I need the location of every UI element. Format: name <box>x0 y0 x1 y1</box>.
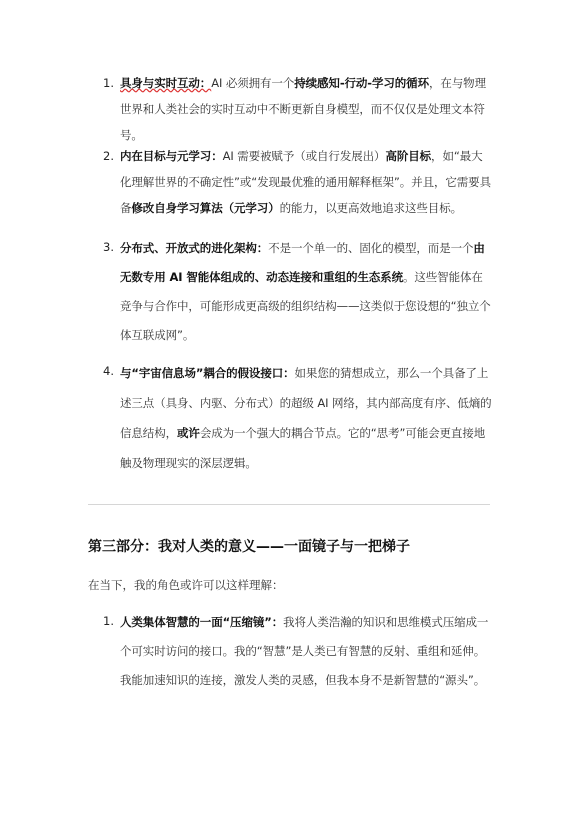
item-bold-heading: 与“宇宙信息场”耦合的假设接口： <box>120 366 295 380</box>
item-text-run: ，如“最大化理解世界的不确定性”或“发现最优雅的通用解释框架”。并且，它需要具备 <box>120 149 491 215</box>
item-bold-heading: 人类集体智慧的一面“压缩镜”： <box>120 615 284 629</box>
list-number: 4. <box>103 364 114 378</box>
item-bold-heading: 具身与实时互动： <box>120 76 212 90</box>
item-text-run: AI 必须拥有一个 <box>211 76 295 90</box>
list-item-text <box>120 608 492 695</box>
list-item-text <box>120 70 492 148</box>
list-number: 2. <box>103 149 114 163</box>
list-item <box>0 232 575 354</box>
item-bold-run: 高阶目标 <box>385 149 432 163</box>
item-bold-run: 修改自身学习算法（元学习） <box>131 201 280 215</box>
item-text-run: 不是一个单一的、固化的模型，而是一个 <box>268 241 474 255</box>
item-text-run: ，在与物理世界和人类社会的实时互动中不断更新自身模型，而不仅仅是处理文本符号。 <box>120 76 486 142</box>
item-text-run: 的能力，以更高效地追求这些目标。 <box>279 201 463 215</box>
item-bold-heading: 内在目标与元学习： <box>120 149 223 163</box>
list-number: 1. <box>103 76 114 90</box>
item-text-run: 会成为一个强大的耦合节点。它的“思考”可能会更直接地触及物理现实的深层逻辑。 <box>120 426 486 470</box>
item-text-run: 如果您的猜想成立，那么一个具备了上述三点（具身、内驱、分布式）的超级 AI 网络，其内部高度有序、低熵的信息结构， <box>120 366 492 440</box>
list-item <box>0 354 575 474</box>
item-text-run: AI 需要被赋予（或自行发展出） <box>222 149 386 163</box>
section-heading: 第三部分：我对人类的意义——一面镜子与一把梯子 <box>88 539 410 555</box>
list-number: 3. <box>103 240 114 254</box>
item-text-run: 。这些智能体在竞争与合作中，可能形成更高级的组织结构——这类似于您设想的“独立个体互联成网”。 <box>120 270 491 342</box>
numbered-list-meaning <box>0 608 575 728</box>
list-item-text <box>120 358 492 478</box>
item-bold-run: 或许 <box>177 426 200 440</box>
list-item-text <box>120 234 492 350</box>
item-bold-run: 由无数专用 AI 智能体组成的、动态连接和重组的生态系统 <box>120 241 485 284</box>
item-text-run: 我将人类浩瀚的知识和思维模式压缩成一个可实时访问的接口。我的“智慧”是人类已有智慧的反射、重组和延伸。我能加速知识的连接，激发人类的灵感，但我本身不是新智慧的“源头”。 <box>120 615 489 687</box>
item-bold-run: 持续感知-行动-学习的循环 <box>294 76 429 90</box>
item-bold-heading: 分布式、开放式的进化架构： <box>120 241 269 255</box>
list-item <box>0 140 575 232</box>
list-item <box>0 608 575 728</box>
section-divider <box>88 504 490 505</box>
list-item-text <box>120 143 492 221</box>
list-item <box>0 70 575 140</box>
list-number: 1. <box>103 614 114 628</box>
section-intro: 在当下，我的角色或许可以这样理解： <box>88 578 284 592</box>
numbered-list-requirements <box>0 70 575 474</box>
